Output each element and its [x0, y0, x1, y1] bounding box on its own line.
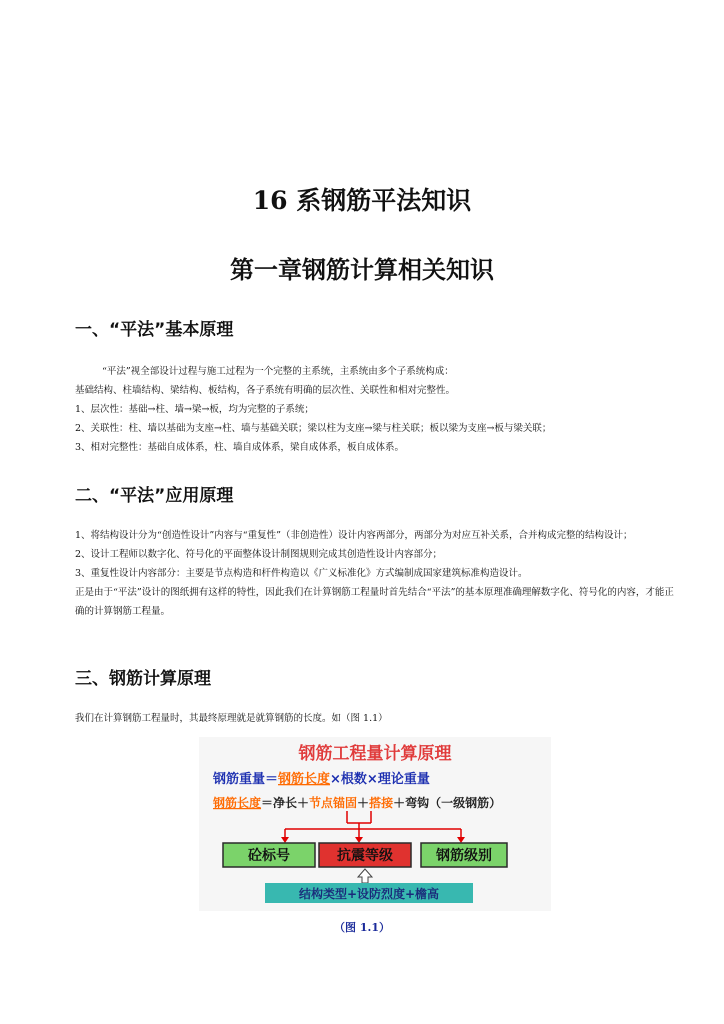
- paragraph-line: “平法”视全部设计过程与施工过程为一个完整的主系统，主系统由多个子系统构成：: [102, 366, 454, 377]
- formula-length-anchor: 节点锚固: [309, 796, 358, 810]
- formula-length-hook: ＋弯钩（一级钢筋）: [393, 796, 502, 810]
- section-heading-calculation-principle: 三、钢筋计算原理: [75, 669, 211, 689]
- paragraph-line: 正是由于“平法”设计的图纸拥有这样的特性，因此我们在计算钢筋工程量时首先结合“平法”的基本原理准确理解数字化、符号化的内容，才能正确的计算钢筋工程量。: [75, 587, 674, 617]
- section-calculation-principle-body: [75, 709, 675, 728]
- rebar-calculation-diagram: [199, 737, 551, 911]
- formula-length-lap: 搭接: [369, 796, 394, 810]
- diagram-title: 钢筋工程量计算原理: [298, 744, 452, 764]
- formula-length-net: ＝净长＋: [261, 796, 310, 810]
- paragraph-line: 基础结构、柱墙结构、梁结构、板结构，各子系统有明确的层次性、关联性和相对完整性。: [75, 385, 456, 396]
- section-basic-principle-body: [75, 362, 675, 457]
- figure-caption: （图 1.1）: [334, 921, 390, 934]
- formula-length-plus: ＋: [357, 796, 370, 810]
- section-heading-basic-principle: 一、“平法”基本原理: [75, 320, 234, 340]
- paragraph-line: 1、将结构设计分为“创造性设计”内容与“重复性”（非创造性）设计内容两部分，两部分为对应互补关系，合并构成完整的结构设计；: [75, 530, 633, 541]
- box-concrete-grade-label: 砼标号: [248, 848, 290, 864]
- paragraph-line: 我们在计算钢筋工程量时，其最终原理就是就算钢筋的长度。如（图 1.1）: [75, 713, 388, 724]
- box-seismic-grade-label: 抗震等级: [337, 848, 393, 864]
- paragraph-line: 3、重复性设计内容部分：主要是节点构造和杆件构造以《广义标准化》方式编制成国家建筑标准构造设计。: [75, 568, 528, 579]
- formula-weight: [212, 771, 430, 787]
- section-application-principle-body: [75, 526, 675, 621]
- box-rebar-grade-label: 钢筋级别: [436, 848, 492, 864]
- formula-weight-left: 钢筋重量＝: [213, 772, 279, 787]
- chapter-title: 第一章钢筋计算相关知识: [230, 255, 494, 284]
- formula-weight-length: 钢筋长度: [278, 772, 331, 787]
- formula-length: [212, 795, 501, 810]
- paragraph-line: 3、相对完整性：基础自成体系，柱、墙自成体系，梁自成体系，板自成体系。: [75, 442, 405, 453]
- document-title: 16 系钢筋平法知识: [252, 186, 472, 215]
- formula-length-term: 钢筋长度: [213, 796, 262, 810]
- paragraph-line: 1、层次性：基础→柱、墙→梁→板，均为完整的子系统；: [75, 404, 314, 415]
- paragraph-line: 2、设计工程师以数字化、符号化的平面整体设计制图规则完成其创造性设计内容部分；: [75, 549, 443, 560]
- paragraph-line: 2、关联性：柱、墙以基础为支座→柱、墙与基础关联；梁以柱为支座→梁与柱关联；板以梁为支座→板与梁关联；: [75, 423, 552, 434]
- box-structure-factors-label: 结构类型+设防烈度+檐高: [298, 887, 440, 901]
- section-heading-application-principle: 二、“平法”应用原理: [75, 486, 234, 506]
- formula-weight-right: ×根数×理论重量: [330, 772, 430, 787]
